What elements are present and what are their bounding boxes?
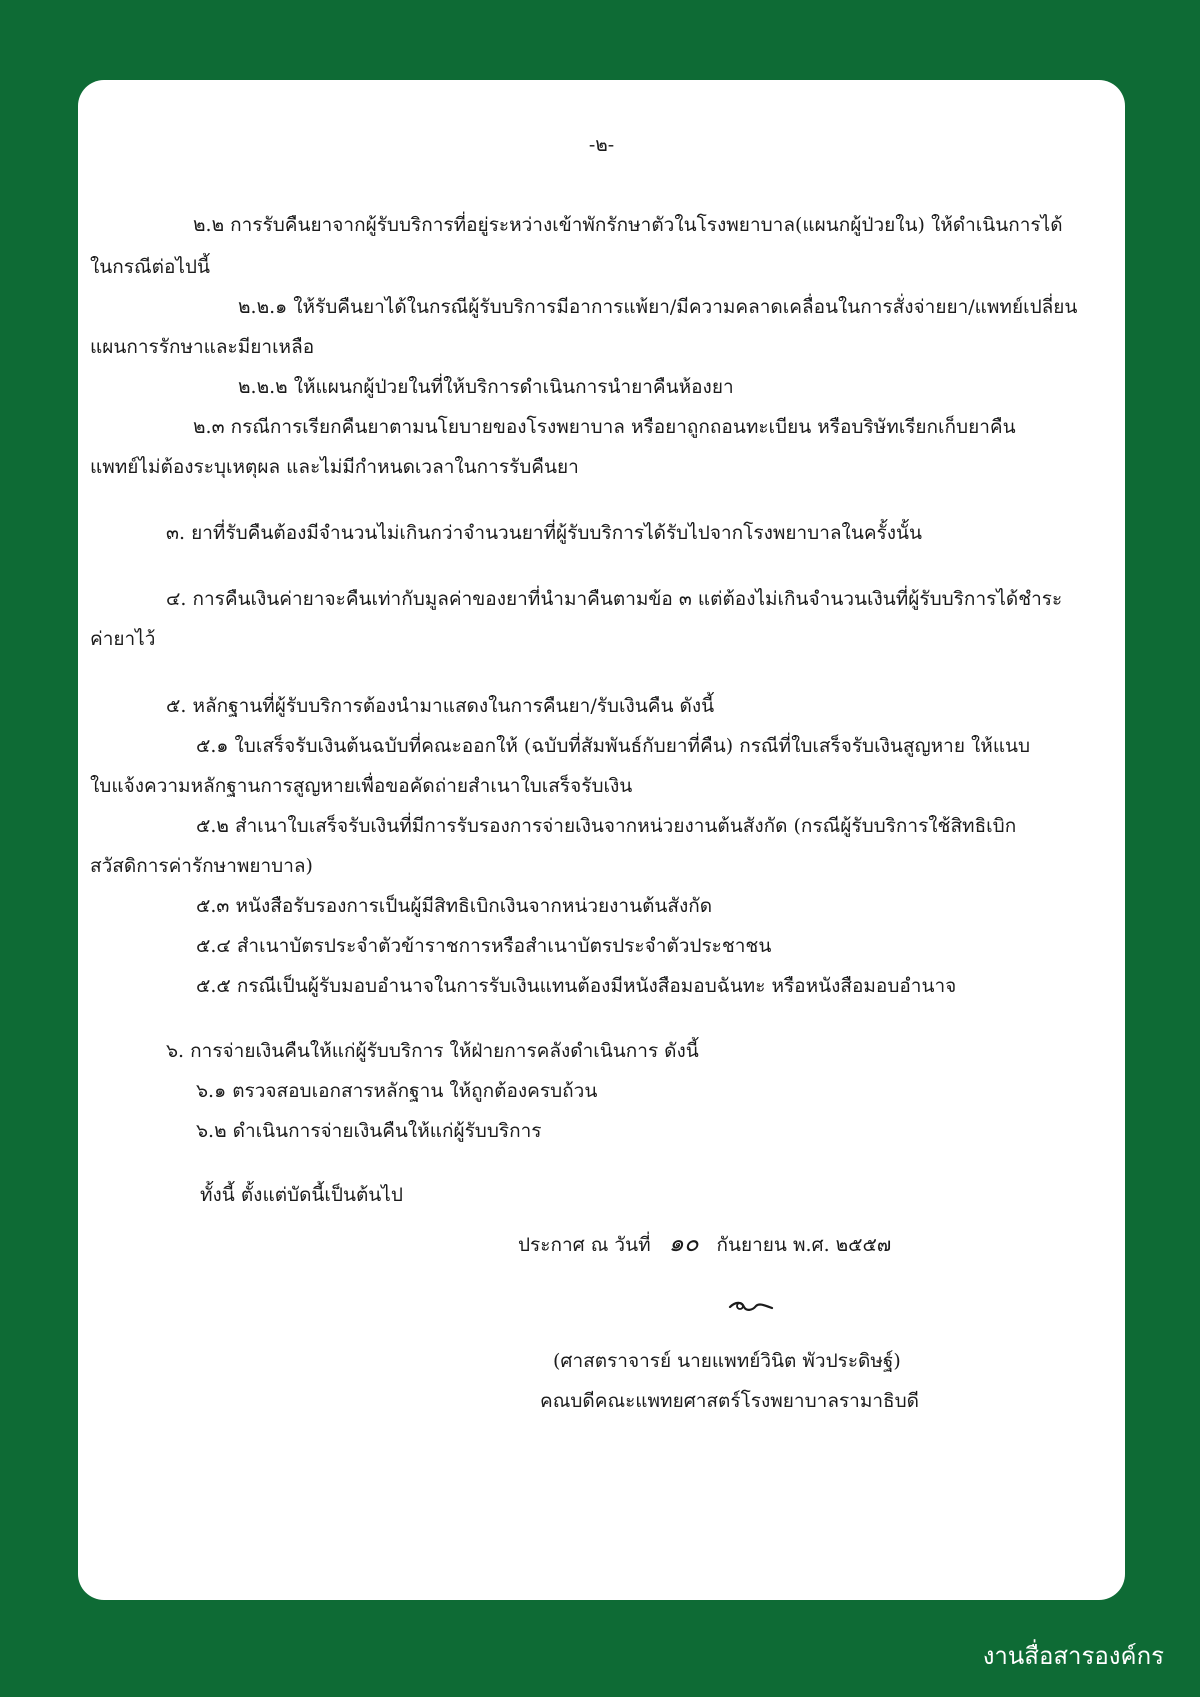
clause-2-3: ๒.๓ กรณีการเรียกคืนยาตามนโยบายของโรงพยาบาล หรือยาถูกถอนทะเบียน หรือบริษัทเรียกเก็บยาคืน [193,416,1016,438]
signer-title: คณบดีคณะแพทยศาสตร์โรงพยาบาลรามาธิบดี [540,1390,920,1412]
clause-5-2: ๕.๒ สำเนาใบเสร็จรับเงินที่มีการรับรองการจ่ายเงินจากหน่วยงานต้นสังกัด (กรณีผู้รับบริการใช้สิทธิเบิก [196,815,1017,837]
document-body [78,80,1125,1600]
clause-4: ๔. การคืนเงินค่ายาจะคืนเท่ากับมูลค่าของยาที่นำมาคืนตามข้อ ๓ แต่ต้องไม่เกินจำนวนเงินที่ผู้รับบริการได้ชำระ [166,588,1063,610]
clause-6: ๖. การจ่ายเงินคืนให้แก่ผู้รับบริการ ให้ฝ่ายการคลังดำเนินการ ดังนี้ [166,1040,699,1062]
clause-2-2: ๒.๒ การรับคืนยาจากผู้รับบริการที่อยู่ระหว่างเข้าพักรักษาตัวในโรงพยาบาล(แผนกผู้ป่วยใน) ให้ดำเนินการได้ [193,214,1063,236]
announcement-month-year: กันยายน พ.ศ. ๒๕๕๗ [716,1234,892,1256]
clause-2-2-1-cont: แผนการรักษาและมียาเหลือ [90,336,315,358]
clause-2-2-1: ๒.๒.๑ ให้รับคืนยาได้ในกรณีผู้รับบริการมีอาการแพ้ยา/มีความคลาดเคลื่อนในการสั่งจ่ายยา/แพทย์เปลี่ยน [238,296,1078,318]
clause-5-1-cont: ใบแจ้งความหลักฐานการสูญหายเพื่อขอคัดถ่ายสำเนาใบเสร็จรับเงิน [90,775,633,797]
signer-name: (ศาสตราจารย์ นายแพทย์วินิต พัวประดิษฐ์) [553,1350,901,1372]
clause-5: ๕. หลักฐานที่ผู้รับบริการต้องนำมาแสดงในการคืนยา/รับเงินคืน ดังนี้ [166,695,715,717]
clause-3: ๓. ยาที่รับคืนต้องมีจำนวนไม่เกินกว่าจำนวนยาที่ผู้รับบริการได้รับไปจากโรงพยาบาลในครั้งนั้น [166,522,922,544]
announcement-day: ๑๐ [668,1229,699,1257]
closing-statement: ทั้งนี้ ตั้งแต่บัดนี้เป็นต้นไป [200,1184,403,1206]
footer-label: งานสื่อสารองค์กร [982,1642,1164,1670]
clause-5-1: ๕.๑ ใบเสร็จรับเงินต้นฉบับที่คณะออกให้ (ฉบับที่สัมพันธ์กับยาที่คืน) กรณีที่ใบเสร็จรับเงินสูญหาย ให้แนบ [196,735,1031,757]
clause-2-2-2: ๒.๒.๒ ให้แผนกผู้ป่วยในที่ให้บริการดำเนินการนำยาคืนห้องยา [238,376,734,398]
clause-4-cont: ค่ายาไว้ [90,628,156,650]
clause-6-1: ๖.๑ ตรวจสอบเอกสารหลักฐาน ให้ถูกต้องครบถ้วน [196,1080,598,1102]
clause-5-2-cont: สวัสดิการค่ารักษาพยาบาล) [90,855,313,877]
announcement-date [518,1228,891,1258]
clause-5-5: ๕.๕ กรณีเป็นผู้รับมอบอำนาจในการรับเงินแทนต้องมีหนังสือมอบฉันทะ หรือหนังสือมอบอำนาจ [196,975,957,997]
clause-5-3: ๕.๓ หนังสือรับรองการเป็นผู้มีสิทธิเบิกเงินจากหน่วยงานต้นสังกัด [196,895,713,917]
clause-6-2: ๖.๒ ดำเนินการจ่ายเงินคืนให้แก่ผู้รับบริการ [196,1120,542,1142]
clause-2-2-cont: ในกรณีต่อไปนี้ [90,256,210,278]
document-card [78,80,1125,1600]
clause-5-4: ๕.๔ สำเนาบัตรประจำตัวข้าราชการหรือสำเนาบัตรประจำตัวประชาชน [196,935,772,957]
signature-mark [728,1298,774,1314]
page-number: -๒- [588,134,615,156]
announcement-prefix: ประกาศ ณ วันที่ [518,1234,651,1256]
clause-2-3-cont: แพทย์ไม่ต้องระบุเหตุผล และไม่มีกำหนดเวลาในการรับคืนยา [90,456,579,478]
